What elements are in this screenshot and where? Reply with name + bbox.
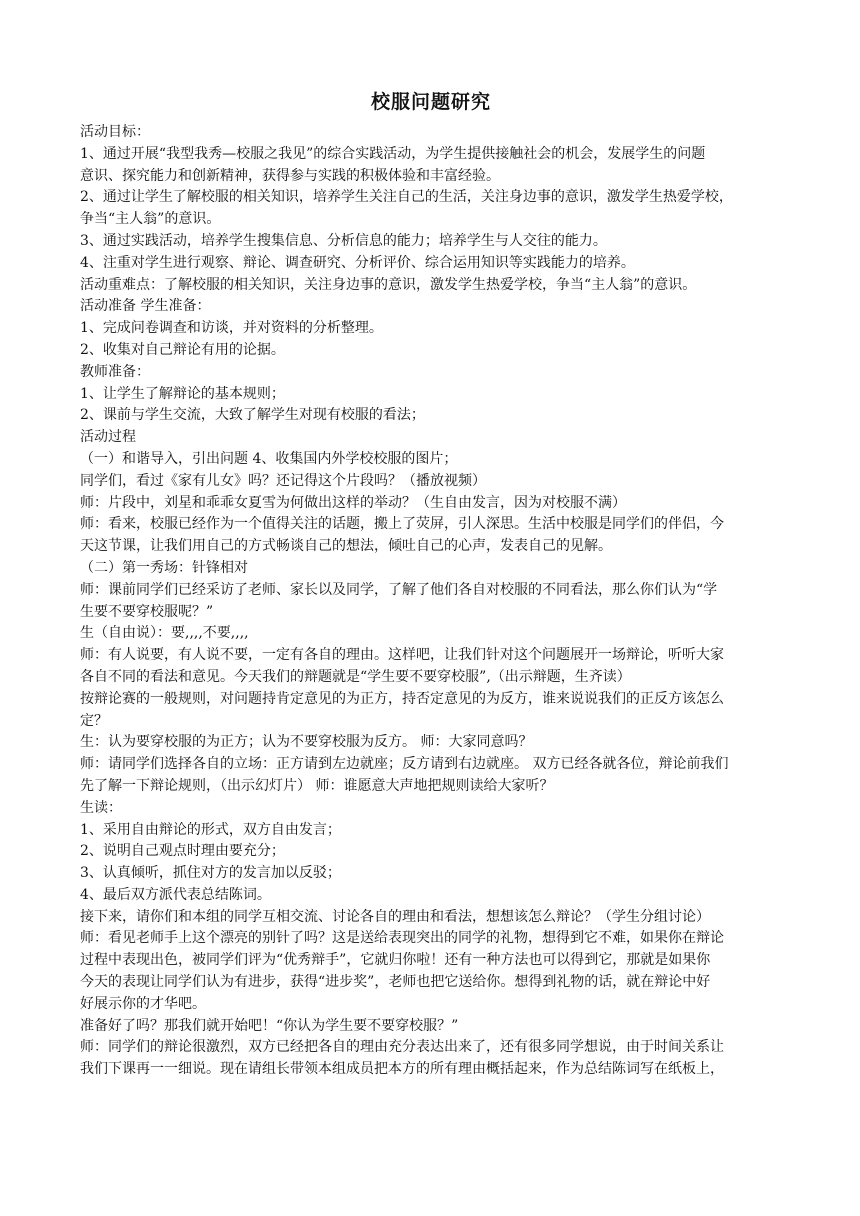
text-line: 师：有人说要，有人说不要，一定有各自的理由。这样吧，让我们针对这个问题展开一场辩论，听听大家 — [80, 647, 724, 664]
text-line: 3、通过实践活动，培养学生搜集信息、分析信息的能力；培养学生与人交往的能力。 — [80, 232, 607, 249]
text-line: 4、注重对学生进行观察、辩论、调查研究、分析评价、综合运用知识等实践能力的培养。 — [80, 254, 635, 271]
text-line: 师：课前同学们已经采访了老师、家长以及同学，了解了他们各自对校服的不同看法，那么你们认为“学 — [80, 581, 718, 598]
text-line: 4、最后双方派代表总结陈词。 — [80, 886, 271, 903]
text-line: 好展示你的才华吧。 — [80, 995, 206, 1012]
text-line: 3、认真倾听，抓住对方的发言加以反驳； — [80, 865, 341, 882]
text-line: 各自不同的看法和意见。今天我们的辩题就是“学生要不要穿校服”,（出示辩题，生齐读） — [80, 668, 631, 685]
text-line: 过程中表现出色，被同学们评为“优秀辩手”，它就归你啦！还有一种方法也可以得到它，那就是如果你 — [80, 952, 711, 969]
text-line: 师：看来，校服已经作为一个值得关注的话题，搬上了荧屏，引人深思。生活中校服是同学们的伴侣，今 — [80, 516, 724, 533]
text-line: 活动重难点：了解校服的相关知识，关注身边事的意识，激发学生热爱学校，争当“主人翁”的意识。 — [80, 276, 697, 293]
text-line: 师：同学们的辩论很激烈，双方已经把各自的理由充分表达出来了，还有很多同学想说，由于时间关系让 — [80, 1039, 724, 1056]
text-line: 准备好了吗？那我们就开始吧！“你认为学生要不要穿校服？” — [80, 1017, 459, 1034]
text-line: 争当“主人翁”的意识。 — [80, 211, 221, 228]
text-line: 先了解一下辩论规则，（出示幻灯片） 师：谁愿意大声地把规则读给大家听？ — [80, 777, 554, 794]
text-line: 按辩论赛的一般规则，对问题持肯定意见的为正方，持否定意见的为反方，谁来说说我们的正反方该怎么 — [80, 690, 724, 707]
text-line: 定？ — [80, 712, 108, 729]
text-line: 2、说明自己观点时理由要充分； — [80, 843, 285, 860]
text-line: 1、采用自由辩论的形式，双方自由发言； — [80, 821, 341, 838]
document-body — [80, 122, 782, 1081]
page-title: 校服问题研究 — [370, 91, 491, 113]
text-line: 2、收集对自己辩论有用的论据。 — [80, 341, 285, 358]
text-line: 我们下课再一一细说。现在请组长带领本组成员把本方的所有理由概括起来，作为总结陈词写在纸板上， — [80, 1061, 724, 1078]
text-line: 活动过程 — [80, 429, 136, 446]
text-line: 1、通过开展“我型我秀—校服之我见”的综合实践活动，为学生提供接触社会的机会，发展学生的问题 — [80, 145, 706, 162]
text-line: 生要不要穿校服呢？” — [80, 603, 214, 620]
text-line: 2、通过让学生了解校服的相关知识，培养学生关注自己的生活，关注身边事的意识，激发学生热爱学校， — [80, 189, 733, 206]
text-line: 接下来，请你们和本组的同学互相交流、讨论各自的理由和看法，想想该怎么辩论？（学生分组讨论） — [80, 908, 710, 925]
text-line: 同学们，看过《家有儿女》吗？还记得这个片段吗？（播放视频） — [80, 472, 486, 489]
text-line: 活动目标： — [80, 124, 150, 140]
text-line: 师：看见老师手上这个漂亮的别针了吗？这是送给表现突出的同学的礼物，想得到它不难，如果你在辩论 — [80, 930, 724, 947]
text-line: （一）和谐导入，引出问题 4、收集国内外学校校服的图片； — [80, 450, 458, 467]
text-line: 师：片段中，刘星和乖乖女夏雪为何做出这样的举动？（生自由发言，因为对校服不满） — [80, 494, 626, 511]
text-line: 1、完成问卷调查和访谈，并对资料的分析整理。 — [80, 320, 383, 337]
text-line: 意识、探究能力和创新精神，获得参与实践的积极体验和丰富经验。 — [80, 167, 500, 184]
text-line: 1、让学生了解辩论的基本规则； — [80, 385, 285, 402]
text-line: 生读： — [80, 799, 122, 816]
text-line: 2、课前与学生交流，大致了解学生对现有校服的看法； — [80, 407, 425, 424]
text-line: 生（自由说）：要,,,,不要,,,, — [80, 625, 249, 642]
text-line: 天这节课，让我们用自己的方式畅谈自己的想法，倾吐自己的心声，发表自己的见解。 — [80, 538, 612, 555]
text-line: 生：认为要穿校服的为正方；认为不要穿校服为反方。 师：大家同意吗？ — [80, 734, 533, 751]
text-line: （二）第一秀场：针锋相对 — [80, 559, 248, 576]
text-line: 今天的表现让同学们认为有进步，获得“进步奖”，老师也把它送给你。想得到礼物的话，就在辩论中好 — [80, 974, 711, 991]
text-line: 师：请同学们选择各自的立场：正方请到左边就座；反方请到右边就座。 双方已经各就各位，辩论前我们 — [80, 756, 729, 773]
text-line: 活动准备 学生准备： — [80, 298, 211, 315]
text-line: 教师准备： — [80, 363, 150, 380]
